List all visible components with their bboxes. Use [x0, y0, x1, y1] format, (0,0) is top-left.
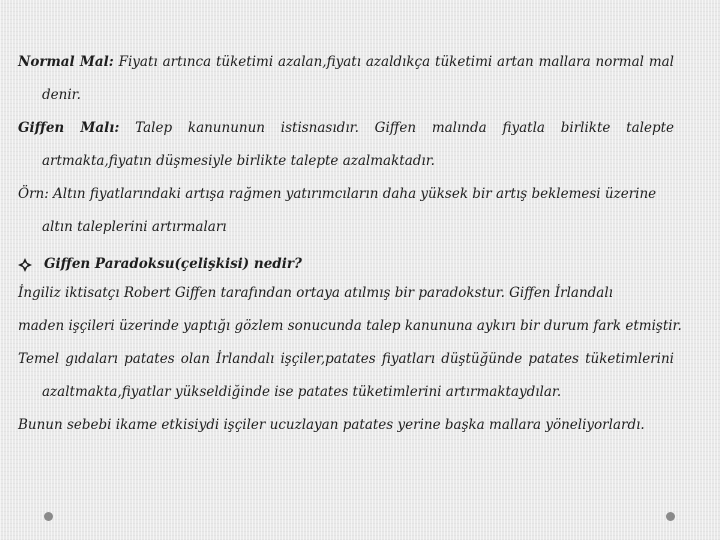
paragraph-temel — [18, 347, 674, 413]
temel-line-2: azaltmakta,fiyatlar yükseldiğinde ise patates tüketimlerini artırmaktaydılar. — [42, 384, 562, 400]
slide-content — [18, 50, 682, 446]
ornek-line-1: Örn: Altın fiyatlarındaki artışa rağmen yatırımcıların daha yüksek bir artış beklemesi üzerine — [18, 186, 657, 202]
decorative-dot-left — [44, 512, 53, 521]
normal-mal-line-1 — [18, 50, 674, 83]
giffen-mali-line-1 — [18, 116, 674, 149]
paragraph-normal-mal — [18, 50, 674, 116]
bullet-heading-text: Giffen Paradoksu(çelişkisi) nedir? — [44, 256, 302, 272]
ornek-line-2: altın taleplerini artırmaları — [42, 219, 227, 235]
giffen-mali-definition: Talep kanununun istisnasıdır. Giffen malında fiyatla birlikte talepte — [119, 120, 675, 136]
diamond-bullet-icon — [18, 258, 32, 272]
paragraph-ornek — [18, 182, 674, 248]
giffen-mali-term: Giffen Malı: — [18, 120, 120, 136]
paragraph-ingiliz — [18, 281, 682, 347]
ingiliz-line-1: İngiliz iktisatçı Robert Giffen tarafından ortaya atılmış bir paradokstur. Giffen İrlandalı — [18, 285, 613, 301]
normal-mal-term: Normal Mal: — [18, 54, 114, 70]
bullet-heading-line — [18, 248, 674, 281]
decorative-dot-right — [666, 512, 675, 521]
paragraph-sebep — [18, 413, 674, 446]
giffen-mali-line-2: artmakta,fiyatın düşmesiyle birlikte talepte azalmaktadır. — [42, 153, 435, 169]
normal-mal-definition: Fiyatı artınca tüketimi azalan,fiyatı azaldıkça tüketimi artan mallara normal mal — [113, 54, 674, 70]
ingiliz-line-2: maden işçileri üzerinde yaptığı gözlem sonucunda talep kanununa aykırı bir durum fark etmiştir. — [18, 318, 682, 334]
normal-mal-line-2: denir. — [42, 87, 81, 103]
paragraph-giffen-mali — [18, 116, 674, 182]
temel-line-1: Temel gıdaları patates olan İrlandalı işçiler,patates fiyatları düştüğünde patates tüketimlerini — [18, 351, 674, 367]
sebep-line-1: Bunun sebebi ikame etkisiydi işçiler ucuzlayan patates yerine başka mallara yöneliyorlardı. — [18, 417, 645, 433]
paragraph-bullet-heading — [18, 248, 674, 281]
